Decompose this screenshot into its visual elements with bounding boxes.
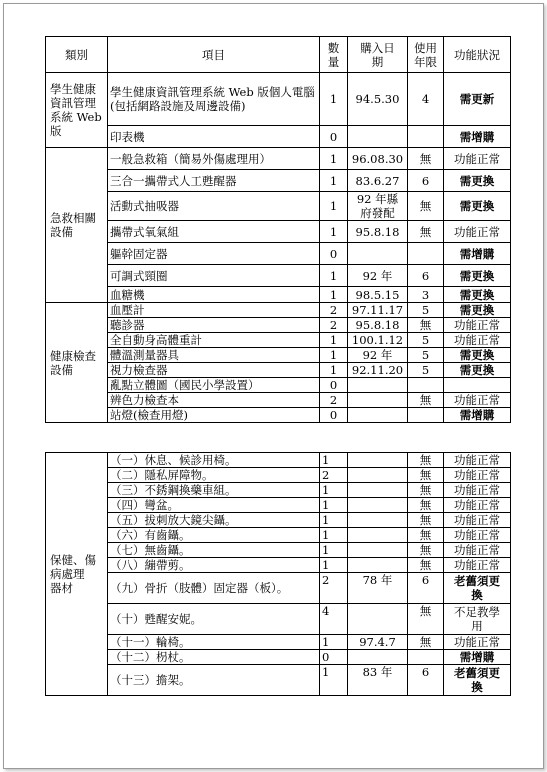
status-cell: 功能正常 <box>444 483 511 498</box>
years-cell: 5 <box>408 363 444 378</box>
table-row <box>46 378 511 393</box>
table-row <box>46 650 511 665</box>
date-cell <box>348 528 408 543</box>
years-cell <box>408 378 444 393</box>
table-row <box>46 73 511 126</box>
item-cell: （五）拔刺放大鏡尖鑷。 <box>108 513 320 528</box>
qty-cell: 1 <box>320 543 348 558</box>
table-row <box>46 318 511 333</box>
table-row <box>46 287 511 303</box>
item-cell: （九）骨折（肢體）固定器（板）。 <box>108 573 320 604</box>
qty-cell: 0 <box>320 126 348 148</box>
item-cell: （二）隱私屏障物。 <box>108 468 320 483</box>
item-cell: （七）無齒鑷。 <box>108 543 320 558</box>
table-row <box>46 221 511 243</box>
qty-cell: 2 <box>320 318 348 333</box>
table-row <box>46 573 511 604</box>
status-cell: 老舊須更 換 <box>444 573 511 604</box>
date-cell <box>348 408 408 423</box>
date-cell: 97.4.7 <box>348 635 408 650</box>
item-cell: 亂點立體圖（國民小學設置） <box>108 378 320 393</box>
item-cell: （四）彎盆。 <box>108 498 320 513</box>
qty-cell: 1 <box>320 665 348 696</box>
years-cell: 無 <box>408 528 444 543</box>
years-cell <box>408 243 444 265</box>
table-row <box>46 543 511 558</box>
equipment-table-1 <box>45 36 511 423</box>
date-cell <box>348 453 408 468</box>
qty-cell: 2 <box>320 303 348 318</box>
table-row <box>46 528 511 543</box>
years-cell: 3 <box>408 287 444 303</box>
header-date: 購入日 期 <box>348 37 408 73</box>
status-cell: 需增購 <box>444 408 511 423</box>
qty-cell: 0 <box>320 243 348 265</box>
date-cell <box>348 393 408 408</box>
qty-cell: 1 <box>320 148 348 170</box>
date-cell: 92 年 <box>348 265 408 287</box>
item-cell: 體溫測量器具 <box>108 348 320 363</box>
qty-cell: 1 <box>320 528 348 543</box>
table-row <box>46 408 511 423</box>
qty-cell: 1 <box>320 73 348 126</box>
qty-cell: 2 <box>320 573 348 604</box>
status-cell <box>444 378 511 393</box>
item-cell: 攜帶式氧氣組 <box>108 221 320 243</box>
table-row <box>46 498 511 513</box>
header-item: 項目 <box>108 37 320 73</box>
status-cell: 功能正常 <box>444 148 511 170</box>
qty-cell: 1 <box>320 363 348 378</box>
header-qty: 數 量 <box>320 37 348 73</box>
table-row <box>46 665 511 696</box>
status-cell: 功能正常 <box>444 543 511 558</box>
years-cell: 無 <box>408 192 444 221</box>
status-cell: 需增購 <box>444 126 511 148</box>
item-cell: 印表機 <box>108 126 320 148</box>
years-cell <box>408 408 444 423</box>
table-row <box>46 333 511 348</box>
table-row <box>46 170 511 192</box>
qty-cell: 1 <box>320 170 348 192</box>
item-cell: 可調式頸圈 <box>108 265 320 287</box>
status-cell: 功能正常 <box>444 513 511 528</box>
qty-cell: 0 <box>320 378 348 393</box>
item-cell: （十）甦醒安妮。 <box>108 604 320 635</box>
years-cell: 無 <box>408 558 444 573</box>
status-cell: 需更換 <box>444 192 511 221</box>
header-category: 類別 <box>46 37 108 73</box>
item-cell: （三）不銹鋼換藥車組。 <box>108 483 320 498</box>
item-cell: 一般急救箱（簡易外傷處理用） <box>108 148 320 170</box>
years-cell: 無 <box>408 453 444 468</box>
date-cell <box>348 126 408 148</box>
status-cell: 功能正常 <box>444 468 511 483</box>
item-cell: 學生健康資訊管理系統 Web 版個人電腦(包括網路設施及周邊設備) <box>108 73 320 126</box>
status-cell: 需更新 <box>444 73 511 126</box>
years-cell: 無 <box>408 318 444 333</box>
years-cell: 無 <box>408 513 444 528</box>
table-row <box>46 363 511 378</box>
item-cell: 軀幹固定器 <box>108 243 320 265</box>
status-cell: 功能正常 <box>444 221 511 243</box>
header-years: 使用 年限 <box>408 37 444 73</box>
date-cell: 83 年 <box>348 665 408 696</box>
years-cell: 6 <box>408 573 444 604</box>
item-cell: 視力檢查器 <box>108 363 320 378</box>
date-cell <box>348 468 408 483</box>
status-cell: 不足教學 用 <box>444 604 511 635</box>
qty-cell: 1 <box>320 287 348 303</box>
item-cell: （十三）擔架。 <box>108 665 320 696</box>
status-cell: 功能正常 <box>444 498 511 513</box>
equipment-table-2 <box>45 452 511 696</box>
date-cell: 97.11.17 <box>348 303 408 318</box>
qty-cell: 1 <box>320 333 348 348</box>
years-cell: 無 <box>408 483 444 498</box>
table-row <box>46 303 511 318</box>
date-cell: 98.5.15 <box>348 287 408 303</box>
qty-cell: 4 <box>320 604 348 635</box>
qty-cell: 1 <box>320 265 348 287</box>
years-cell: 無 <box>408 543 444 558</box>
item-cell: 活動式抽吸器 <box>108 192 320 221</box>
category-cell: 學生健康 資訊管理 系統 Web 版 <box>46 73 108 148</box>
date-cell: 92 年 <box>348 348 408 363</box>
item-cell: （十二）枴杖。 <box>108 650 320 665</box>
status-cell: 功能正常 <box>444 635 511 650</box>
status-cell: 功能正常 <box>444 333 511 348</box>
years-cell: 6 <box>408 265 444 287</box>
years-cell: 無 <box>408 148 444 170</box>
status-cell: 需更換 <box>444 303 511 318</box>
category-cell: 健康檢查 設備 <box>46 303 108 423</box>
status-cell: 需增購 <box>444 243 511 265</box>
date-cell: 95.8.18 <box>348 221 408 243</box>
item-cell: （一）休息、候診用椅。 <box>108 453 320 468</box>
years-cell <box>408 126 444 148</box>
table-row <box>46 148 511 170</box>
date-cell: 95.8.18 <box>348 318 408 333</box>
date-cell: 78 年 <box>348 573 408 604</box>
status-cell: 功能正常 <box>444 558 511 573</box>
item-cell: 三合一攜帶式人工甦醒器 <box>108 170 320 192</box>
header-row <box>46 37 511 73</box>
table-row <box>46 265 511 287</box>
status-cell: 功能正常 <box>444 393 511 408</box>
table-row <box>46 604 511 635</box>
item-cell: （六）有齒鑷。 <box>108 528 320 543</box>
date-cell <box>348 513 408 528</box>
date-cell <box>348 650 408 665</box>
table-row <box>46 348 511 363</box>
date-cell <box>348 498 408 513</box>
qty-cell: 1 <box>320 558 348 573</box>
item-cell: 站燈(檢查用燈) <box>108 408 320 423</box>
qty-cell: 1 <box>320 453 348 468</box>
table-row <box>46 513 511 528</box>
qty-cell: 0 <box>320 650 348 665</box>
date-cell <box>348 558 408 573</box>
date-cell <box>348 604 408 635</box>
table-row <box>46 192 511 221</box>
qty-cell: 1 <box>320 348 348 363</box>
date-cell: 94.5.30 <box>348 73 408 126</box>
table-row <box>46 453 511 468</box>
qty-cell: 1 <box>320 635 348 650</box>
item-cell: 全自動身高體重計 <box>108 333 320 348</box>
status-cell: 功能正常 <box>444 318 511 333</box>
date-cell: 92 年縣 府發配 <box>348 192 408 221</box>
item-cell: 血壓計 <box>108 303 320 318</box>
header-status: 功能狀況 <box>444 37 511 73</box>
item-cell: （八）繃帶剪。 <box>108 558 320 573</box>
table-row <box>46 468 511 483</box>
date-cell: 83.6.27 <box>348 170 408 192</box>
qty-cell: 1 <box>320 483 348 498</box>
item-cell: （十一）輪椅。 <box>108 635 320 650</box>
years-cell: 無 <box>408 393 444 408</box>
date-cell <box>348 378 408 393</box>
qty-cell: 0 <box>320 408 348 423</box>
date-cell: 96.08.30 <box>348 148 408 170</box>
date-cell <box>348 543 408 558</box>
table-row <box>46 243 511 265</box>
item-cell: 血糖機 <box>108 287 320 303</box>
qty-cell: 1 <box>320 513 348 528</box>
years-cell: 5 <box>408 333 444 348</box>
date-cell <box>348 243 408 265</box>
date-cell: 92.11.20 <box>348 363 408 378</box>
years-cell: 6 <box>408 665 444 696</box>
category-cell: 保健、傷 病處理 器材 <box>46 453 108 696</box>
status-cell: 需更換 <box>444 170 511 192</box>
years-cell <box>408 650 444 665</box>
qty-cell: 1 <box>320 221 348 243</box>
status-cell: 需增購 <box>444 650 511 665</box>
years-cell: 無 <box>408 468 444 483</box>
date-cell <box>348 483 408 498</box>
years-cell: 無 <box>408 604 444 635</box>
item-cell: 聽診器 <box>108 318 320 333</box>
years-cell: 4 <box>408 73 444 126</box>
status-cell: 功能正常 <box>444 453 511 468</box>
status-cell: 需更換 <box>444 363 511 378</box>
status-cell: 需更換 <box>444 348 511 363</box>
table-row <box>46 635 511 650</box>
qty-cell: 2 <box>320 393 348 408</box>
table-row <box>46 483 511 498</box>
years-cell: 6 <box>408 170 444 192</box>
qty-cell: 1 <box>320 192 348 221</box>
item-cell: 辨色力檢查本 <box>108 393 320 408</box>
date-cell: 100.1.12 <box>348 333 408 348</box>
qty-cell: 1 <box>320 498 348 513</box>
status-cell: 需更換 <box>444 265 511 287</box>
table-row <box>46 126 511 148</box>
status-cell: 功能正常 <box>444 528 511 543</box>
years-cell: 無 <box>408 498 444 513</box>
category-cell: 急救相關 設備 <box>46 148 108 303</box>
qty-cell: 2 <box>320 468 348 483</box>
years-cell: 無 <box>408 221 444 243</box>
table-row <box>46 393 511 408</box>
status-cell: 需更換 <box>444 287 511 303</box>
years-cell: 無 <box>408 635 444 650</box>
years-cell: 5 <box>408 303 444 318</box>
table-row <box>46 558 511 573</box>
status-cell: 老舊須更 換 <box>444 665 511 696</box>
years-cell: 5 <box>408 348 444 363</box>
